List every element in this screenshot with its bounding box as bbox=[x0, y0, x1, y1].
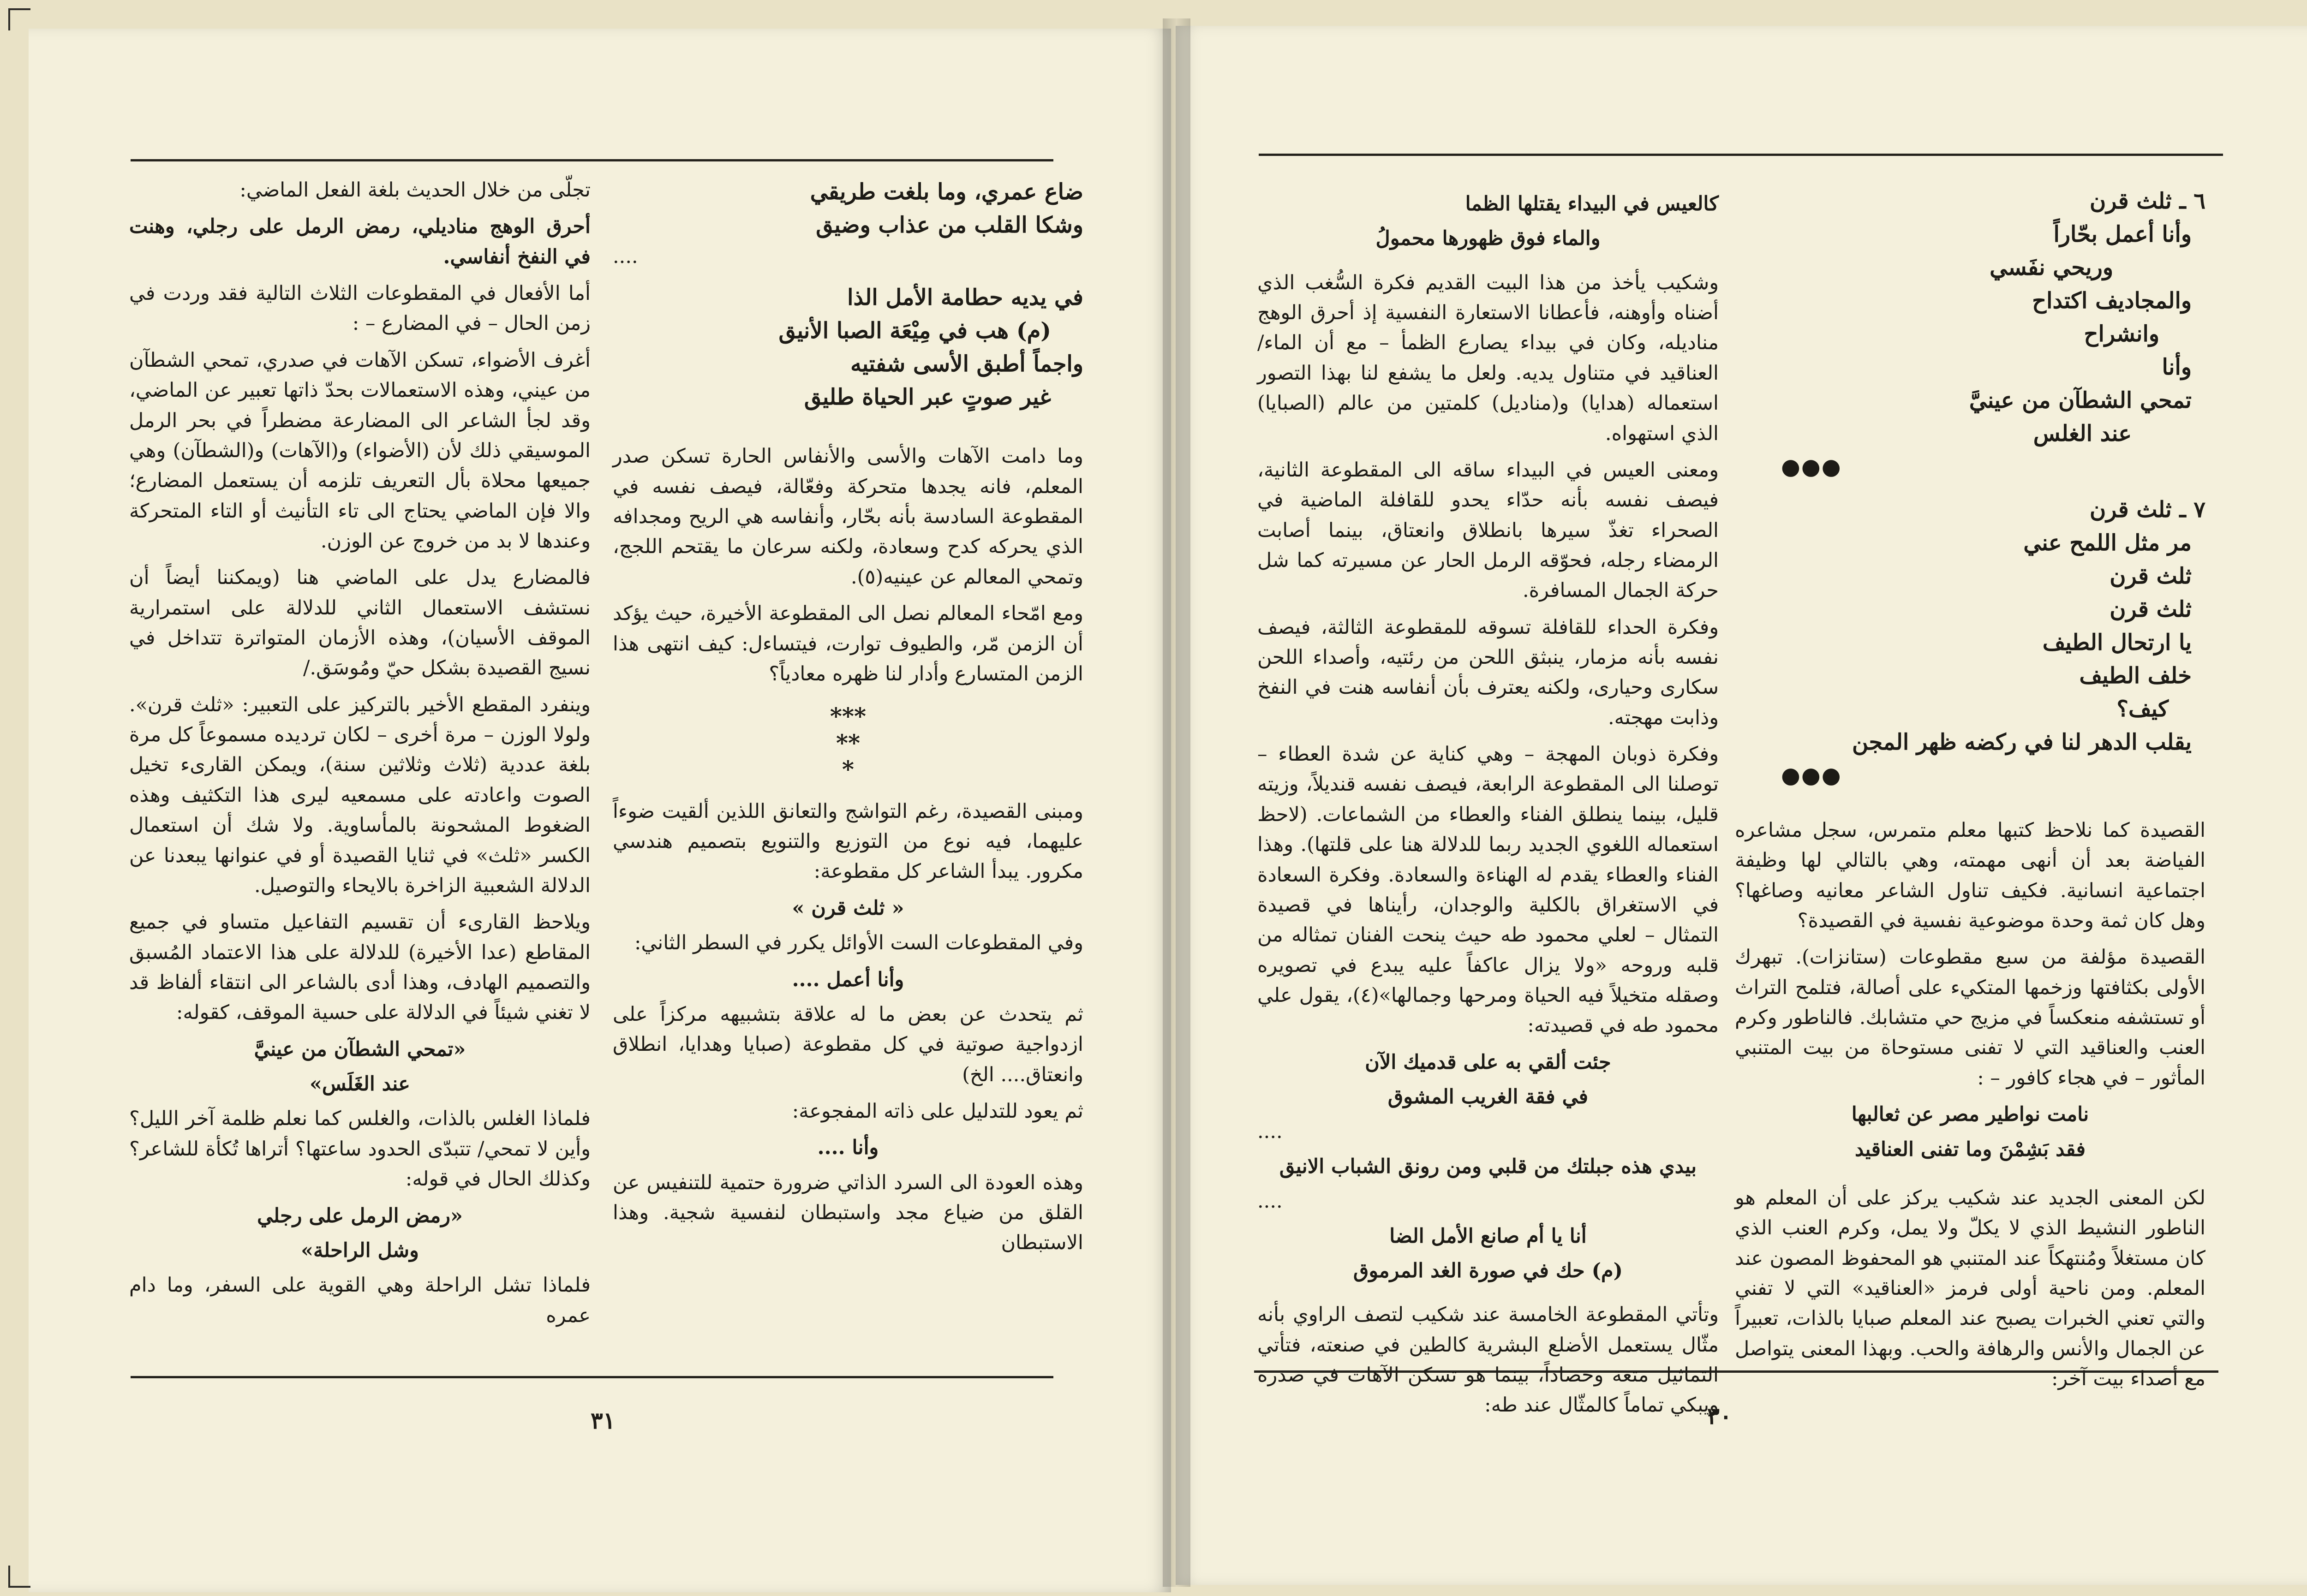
paragraph: لكن المعنى الجديد عند شكيب يركز على أن المعلم هو الناطور النشيط الذي لا يكلّ ولا يمل، وكرم العنب الذي كان مستغلاً ومُنتهكاً عند المتنبي هو المحفوظ المصون عند المعلم. ومن ناحية أولى فرمز «العناقيد» التي لا تفني والتي تعني الخبرات يصبح عند المعلم صبايا بالذات، تعبيراً عن الجمال والأنس والرهافة والحب. وبهذا المعنى يتواصل مع أصداء بيت آخر: bbox=[1735, 1186, 2205, 1391]
paragraph: فلماذا الغلس بالذات، والغلس كما نعلم ظلمة آخر الليل؟ وأين لا تمحي/ تتبدّى الحدود ساعتها؟ أتراها تُكأة للشاعر؟ وكذلك الحال في قوله: bbox=[129, 1107, 591, 1191]
ellipsis: .... bbox=[613, 245, 638, 268]
quote-line: وأنا أعمل .... bbox=[792, 968, 904, 991]
poem-line: خلف الطيف bbox=[2079, 662, 2192, 689]
quote-line: في فقة الغريب المشوق bbox=[1387, 1085, 1589, 1109]
paragraph: وفكرة الحداء للقافلة تسوقه للمقطوعة الثالثة، فيصف نفسه بأنه مزمار، ينبثق اللحن من رئتيه، وأصداء اللحن سكارى وحيارى، ولكنه يعترف بأن أنفاسه هنت في النفخ وذابت مهجته. bbox=[1257, 615, 1719, 729]
poem-line: وأنا أعمل بحّاراً bbox=[2053, 221, 2192, 247]
paragraph: القصيدة كما نلاحظ كتبها معلم متمرس، سجل مشاعره الفياضة بعد أن أنهى مهمته، وهي بالتالي لها وظيفة اجتماعية انسانية. فكيف تناول الشاعر معانيه وصاغها؟ وهل كان ثمة وحدة موضوعية نفسية في القصيدة؟ bbox=[1735, 818, 2205, 932]
poem-line: تمحي الشطآن من عينيَّ bbox=[1969, 387, 2192, 413]
verse-line: (م) هب في مِيْعَة الصبا الأنيق bbox=[778, 318, 1051, 344]
ellipsis: .... bbox=[1257, 1120, 1283, 1143]
crop-mark-bottom-left bbox=[8, 1566, 30, 1588]
paragraph: وتأتي المقطوعة الخامسة عند شكيب لتصف الراوي بأنه مثّال يستعمل الأضلع البشرية كالطين في صنعته، فتأتي التماثيل متعة وحصاداً، بينما هو تسكن الآهات في صدره ويبكي تماماً كالمثّال عند طه: bbox=[1257, 1303, 1719, 1417]
paragraph: فلماذا تشل الراحلة وهي القوية على السفر، وما دام عمره bbox=[129, 1274, 591, 1327]
paragraph: وهذه العودة الى السرد الذاتي ضرورة حتمية للتنفيس عن القلق من ضياع مجد واستبطان لنفسية شجية. وهذا الاستبطان bbox=[613, 1171, 1083, 1255]
paragraph: وشكيب يأخذ من هذا البيت القديم فكرة السُّغب الذي أضناه وأوهنه، فأعطانا الاستعارة النفسية إذ أحرق الوهج مناديله، وكان في بيداء يصارع الظمأ – مع أن الماء/ العناقيد في متناول يديه. ولعل ما يشفع لنا بهذا التصور استعماله (هدايا) و(مناديل) كلمتين من عالم (الصبايا) الذي استهواه. bbox=[1257, 271, 1719, 445]
section-divider: *** ** * bbox=[830, 703, 867, 783]
paragraph: وما دامت الآهات والأسى والأنفاس الحارة تسكن صدر المعلم، فانه يجدها متحركة وفعّالة، فيصف نفسه في المقطوعة السادسة بأنه بحّار، وأنفاسه هي الريح ومجدافه الذي يحركه كدح وسعادة، ولكنه سرعان ما يقتحم اللجج، وتمحي المعالم عن عينيه(٥). bbox=[613, 445, 1083, 589]
quote-line: بيدي هذه جبلتك من قلبي ومن رونق الشباب الانيق bbox=[1279, 1155, 1697, 1178]
quote-line: « ثلث قرن » bbox=[792, 896, 904, 920]
paragraph: أما الأفعال في المقطوعات الثلاث التالية فقد وردت في زمن الحال – في المضارع – : bbox=[129, 282, 591, 335]
page-number-right: ٣٠ bbox=[1707, 1402, 1732, 1429]
paragraph: وفكرة ذوبان المهجة – وهي كناية عن شدة العطاء – توصلنا الى المقطوعة الرابعة، فيصف نفسه قنديلاً، وزيته قليل، بينما ينطلق الفناء والعطاء من الشماعات. (لاحظ استعماله اللغوي الجديد ربما للدلالة هنا على قلتها). وهذا الفناء والعطاء يقدم له الهناءة والسعادة. وفكرة السعادة في الاستغراق بالكلية والوجدان، رأيناها في قصيدة التمثال – لعلي محمود طه حيث ينحت الفنان تمثاله من قلبه وروحه «ولا يزال عاكفاً عليه يبدع في تصويره وصقله متخيلاً فيه الحياة ومرحها وجمالها»(٤)، يقول علي محمود طه في قصيدته: bbox=[1257, 743, 1719, 1037]
quote-line: نامت نواطير مصر عن ثعالبها bbox=[1851, 1103, 2089, 1126]
page-number-left: ٣١ bbox=[591, 1407, 616, 1434]
paragraph: ويلاحظ القارىء أن تقسيم التفاعيل متساو في جميع المقاطع (عدا الأخيرة) للدلالة على هذا الاعتماد المُسبق والتصميم الهادف، وهذا أدى بالشاعر الى انتقاء ألفاظ قد لا تغني شيئاً في الدلالة على حسية الموقف، كقوله: bbox=[129, 911, 591, 1024]
quote-line: وأنا .... bbox=[817, 1136, 879, 1160]
quote-line: والماء فوق ظهورها محمولُ bbox=[1375, 227, 1601, 250]
right-page-left-column bbox=[1257, 185, 1719, 1427]
quote-line: «رمض الرمل على رجلي bbox=[257, 1204, 463, 1227]
quote-line: كالعيس في البيداء يقتلها الظما bbox=[1465, 192, 1719, 215]
right-page-right-column bbox=[1735, 185, 2205, 1400]
verse-line: في يديه حطامة الأمل الذا bbox=[847, 285, 1083, 311]
quote-line: وشل الراحلة» bbox=[301, 1239, 419, 1262]
poem-line: عند الغلس bbox=[2033, 421, 2132, 447]
left-page-right-column bbox=[613, 175, 1083, 1265]
paragraph: ومبنى القصيدة، رغم التواشج والتعانق اللذين ألقيت ضوءاً عليهما، فيه نوع من التوزيع والتنويع بتصميم هندسي مكرور. يبدأ الشاعر كل مقطوعة: bbox=[613, 799, 1083, 883]
book-gutter bbox=[1163, 18, 1190, 1587]
paragraph: فالمضارع يدل على الماضي هنا (ويمكننا أيضاً أن نستشف الاستعمال الثاني للدلالة على استمرارية الموقف الأسيان)، وهذه الأزمان المتواترة تتداخل في نسيج القصيدة بشكل حيّ ومُوسَق./ bbox=[129, 566, 591, 680]
left-page-left-column bbox=[129, 175, 591, 1337]
quote-line: فقد بَشِمْنَ وما تفنى العناقيد bbox=[1854, 1137, 2086, 1161]
paragraph: أحرق الوهج مناديلي، رمض الرمل على رجلي، وهنت في النفخ أنفاسي. bbox=[129, 215, 591, 268]
verse-line: واجماً أطبق الأسى شفتيه bbox=[850, 351, 1083, 377]
poem-line: والمجاديف اكتداح bbox=[2032, 288, 2192, 314]
poem-line: ثلث قرن bbox=[2110, 563, 2192, 589]
quote-line: جئت ألقي به على قدميك الآن bbox=[1365, 1050, 1611, 1074]
section-title: ٧ ـ ثلث قرن bbox=[2089, 496, 2205, 523]
crop-mark-top-left bbox=[8, 8, 30, 30]
section-divider-dots: ●●● bbox=[1781, 762, 1842, 788]
poem-line: كيف؟ bbox=[2116, 696, 2169, 722]
poem-line: وانشراح bbox=[2084, 321, 2159, 347]
poem-line: ثلث قرن bbox=[2110, 596, 2192, 622]
quote-line: «تمحي الشطآن من عينيَّ bbox=[254, 1037, 466, 1061]
section-divider-dots: ●●● bbox=[1781, 454, 1842, 480]
poem-line: يا ارتحال الطيف bbox=[2042, 629, 2192, 655]
ellipsis: .... bbox=[1257, 1190, 1283, 1213]
poem-line: يقلب الدهر لنا في ركضه ظهر المجن bbox=[1852, 729, 2192, 755]
top-rule-right bbox=[1259, 154, 2223, 156]
paragraph: ثم يعود للتدليل على ذاته المفجوعة: bbox=[792, 1099, 1083, 1123]
bottom-rule-left bbox=[131, 1376, 1053, 1378]
poem-line: وريحي نفَسي bbox=[1990, 255, 2113, 280]
paragraph: ثم يتحدث عن بعض ما له علاقة بتشبيهه مركزاً على ازدواجية صوتية في كل مقطوعة (صبايا وهدايا، انطلاق وانعتاق.... الخ) bbox=[613, 1002, 1083, 1086]
quote-line: عند الغَلَس» bbox=[310, 1072, 410, 1096]
top-rule-left bbox=[131, 159, 1053, 161]
verse-line: ضاع عمري، وما بلغت طريقي bbox=[810, 179, 1083, 205]
verse-line: غير صوتٍ عبر الحياة طليق bbox=[804, 384, 1051, 411]
paragraph: وينفرد المقطع الأخير بالتركيز على التعبير: «ثلث قرن». ولولا الوزن – مرة أخرى – لكان ترديده مسموعاً كل مرة بلغة عددية (ثلاث وثلاثين سنة)، ويمكن القارىء تخيل الصوت واعادته على مسمعيه ليرى هذا التكثيف وهذه الضغوط المشحونة بالمأساوية. ولا شك أن استعمال الكسر «ثلث» في ثنايا القصيدة أو في عنوانها يبعدنا عن الدلالة الشعبية الزاخرة بالايحاء والتوصيل. bbox=[129, 693, 591, 897]
section-title: ٦ ـ ثلث قرن bbox=[2089, 188, 2205, 214]
paragraph: وفي المقطوعات الست الأوائل يكرر في السطر الثاني: bbox=[634, 931, 1083, 955]
quote-line: (م) حك في صورة الغد المرموق bbox=[1353, 1259, 1623, 1282]
verse-line: وشكا القلب من عذاب وضيق bbox=[816, 212, 1083, 238]
quote-line: أنا يا أم صانع الأمل الضا bbox=[1389, 1224, 1587, 1248]
paragraph: ومع امّحاء المعالم نصل الى المقطوعة الأخيرة، حيث يؤكد أن الزمن مّر، والطيوف توارت، فيتساءل: كيف انتهى هذا الزمن المتسارع وأدار لنا ظهره معادياً؟ bbox=[613, 602, 1083, 685]
poem-line: مر مثل اللمح عني bbox=[2023, 530, 2192, 556]
poem-line: وأنا bbox=[2162, 354, 2192, 380]
paragraph: القصيدة مؤلفة من سبع مقطوعات (ستانزات). تبهرك الأولى بكثافتها وزخمها المتكيء على أصالة، فتلمح التراث أو تستشفه منعكساً في مزيج حي متشابك. فالناطور وكرم العنب والعناقيد التي لا تفنى مستوحاة من بيت المتنبي المأثور – في هجاء كافور – : bbox=[1735, 946, 2205, 1090]
paragraph: أغرف الأضواء، تسكن الآهات في صدري، تمحي الشطآن من عيني، وهذه الاستعمالات بحدّ ذاتها تعبير عن الماضي، وقد لجأ الشاعر الى المضارعة مضطراً في بحر الرمل الموسيقي ذلك لأن (الأضواء) و(الآهات) و(الشطآن) وهي جميعها محلاة بأل التعريف تلزمه أن يستعمل المضارع؛ والا فإن الماضي يحتاج الى تاء التأنيث أو التاء المتحركة وعندها لا بد من خروج عن الوزن. bbox=[129, 348, 591, 553]
paragraph: تجلّى من خلال الحديث بلغة الفعل الماضي: bbox=[239, 179, 591, 202]
paragraph: ومعنى العيس في البيداء ساقه الى المقطوعة الثانية، فيصف نفسه بأنه حدّاء يحدو للقافلة الماضية في الصحراء تغذّ سيرها بانطلاق وانعتاق، بينما أصابت الرمضاء رجله، فحوّقه الرمل الحار عن مسيرته كما شل حركة الجمال المسافرة. bbox=[1257, 458, 1719, 602]
